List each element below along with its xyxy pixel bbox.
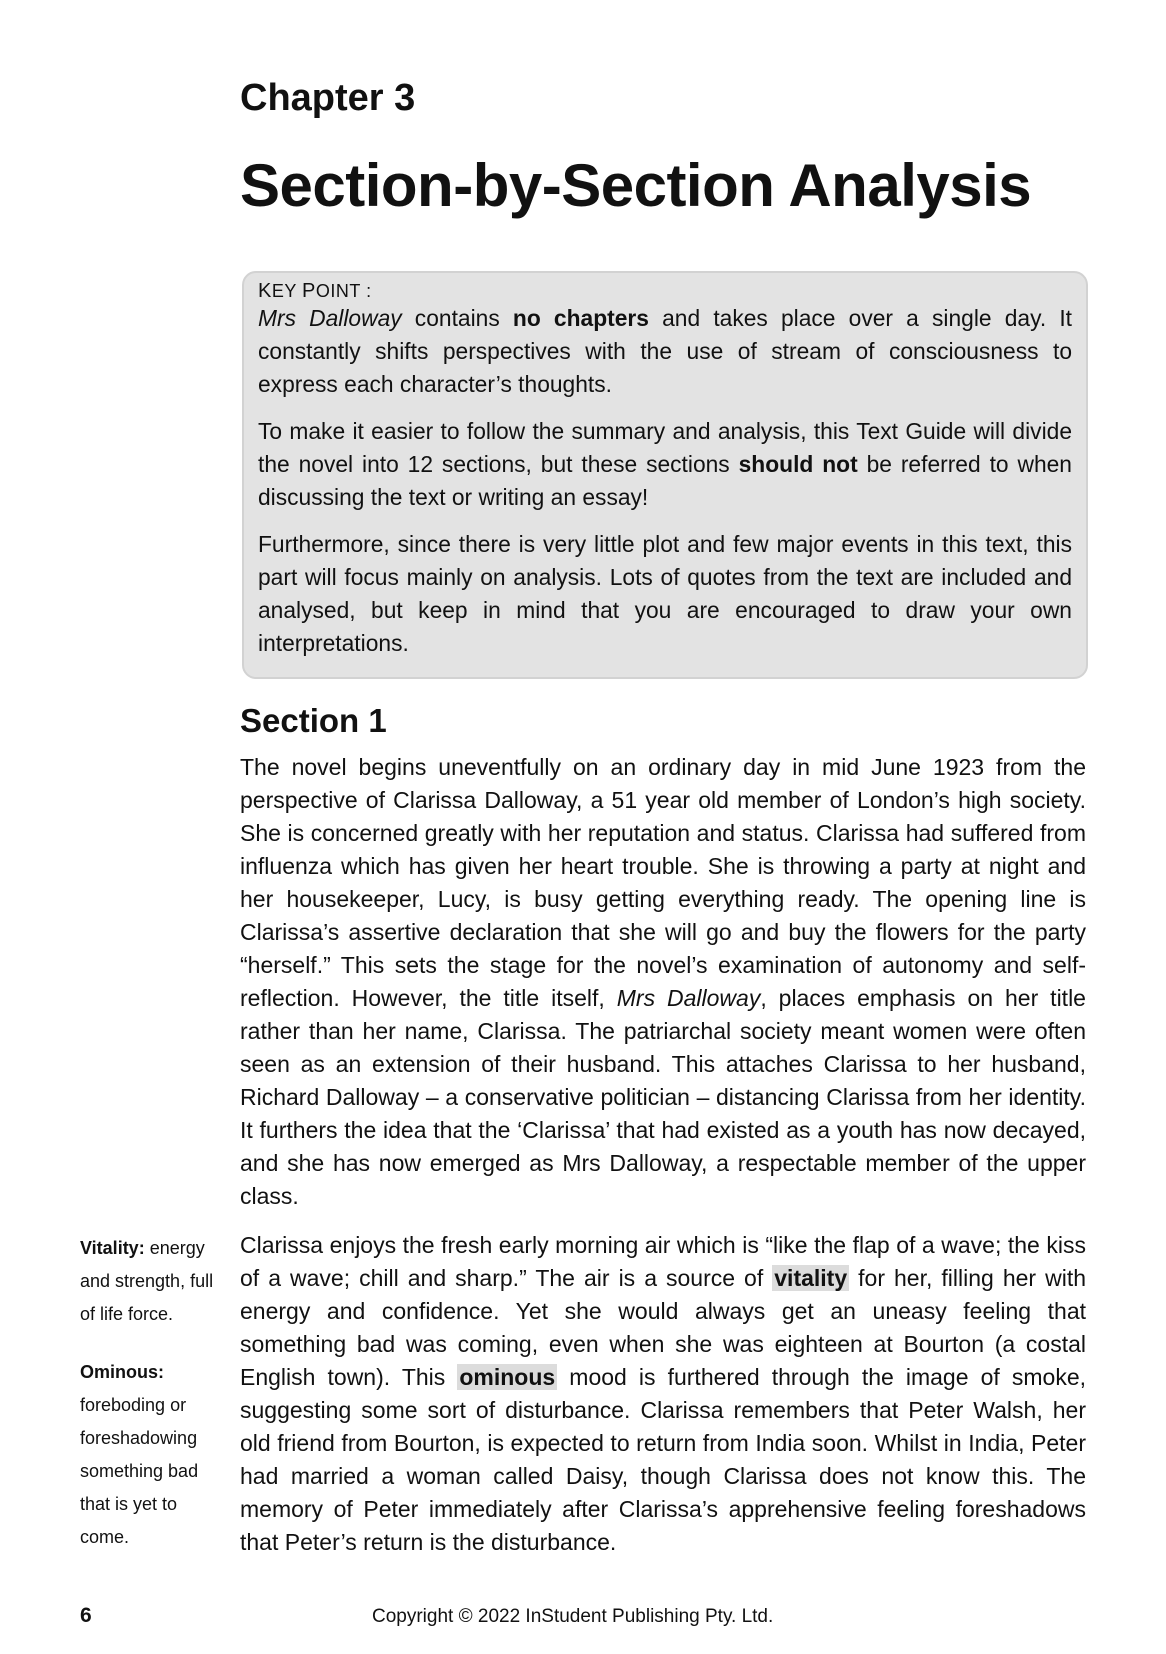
section-heading: Section 1 xyxy=(240,702,387,739)
key-point-label: KEY POINT : xyxy=(258,280,372,302)
body-paragraph-1: The novel begins uneventfully on an ordinary day in mid June 1923 from the perspective of Clarissa Dalloway, a 51 year old member of London’s high society. She is concerned greatly with her reputation and status. Clarissa had suffered from influenza which has given her heart trouble. She is throwing a party at night and her housekeeper, Lucy, is busy getting everything ready. The opening line is Clarissa’s assertive declaration that she will go and buy the flowers for the party “herself.” This sets the stage for the novel’s examination of autonomy and self-reflection. However, the title itself, Mrs Dalloway, places emphasis on her title rather than her name, Clarissa. The patriarchal society meant women were often seen as an extension of their husband. This attaches Clarissa to her husband, Richard Dalloway – a conservative politician – distancing Clarissa from her identity. It furthers the idea that the ‘Clarissa’ that had existed as a youth has now decayed, and she has now emerged as Mrs Dalloway, a respectable member of the upper class. xyxy=(240,754,1086,1209)
glossary-ominous xyxy=(80,1356,226,1554)
highlight-vitality: vitality xyxy=(774,1265,848,1291)
key-point-box xyxy=(242,271,1088,679)
copyright-notice: Copyright © 2022 InStudent Publishing Pty. Ltd. xyxy=(372,1606,774,1627)
glossary-vitality xyxy=(80,1232,226,1331)
highlight-ominous: ominous xyxy=(459,1364,556,1390)
glossary-definition: foreboding or foreshadowing something bad that is yet to come. xyxy=(80,1395,199,1547)
glossary-term: Ominous: xyxy=(80,1362,164,1382)
key-point-paragraph-2: To make it easier to follow the summary and analysis, this Text Guide will divide the novel into 12 sections, but these sections should not be referred to when discussing the text or writing an essay! xyxy=(258,418,1072,510)
body-paragraph-2: Clarissa enjoys the fresh early morning air which is “like the flap of a wave; the kiss of a wave; chill and sharp.” The air is a source of vitality for her, filling her with energy and confidence. Yet she would always get an uneasy feeling that something bad was coming, even when she was eighteen at Bourton (a costal English town). This ominous mood is furthered through the image of smoke, suggesting some sort of disturbance. Clarissa remembers that Peter Walsh, her old friend from Bourton, is expected to return from India soon. Whilst in India, Peter had married a woman called Daisy, though Clarissa does not know this. The memory of Peter immediately after Clarissa’s apprehensive feeling foreshadows that Peter’s return is the disturbance. xyxy=(240,1232,1086,1555)
chapter-label: Chapter 3 xyxy=(240,77,416,119)
key-point-paragraph-1: Mrs Dalloway contains no chapters and takes place over a single day. It constantly shifts perspectives with the use of stream of consciousness to express each character’s thoughts. xyxy=(258,305,1072,397)
page-number: 6 xyxy=(80,1604,92,1627)
key-point-paragraph-3: Furthermore, since there is very little plot and few major events in this text, this part will focus mainly on analysis. Lots of quotes from the text are included and analysed, but keep in mind that you are encouraged to draw your own interpretations. xyxy=(258,531,1072,656)
page-title: Section-by-Section Analysis xyxy=(240,152,1032,219)
glossary-definition: energy and strength, full of life force. xyxy=(80,1238,214,1324)
glossary-term: Vitality: xyxy=(80,1238,145,1258)
